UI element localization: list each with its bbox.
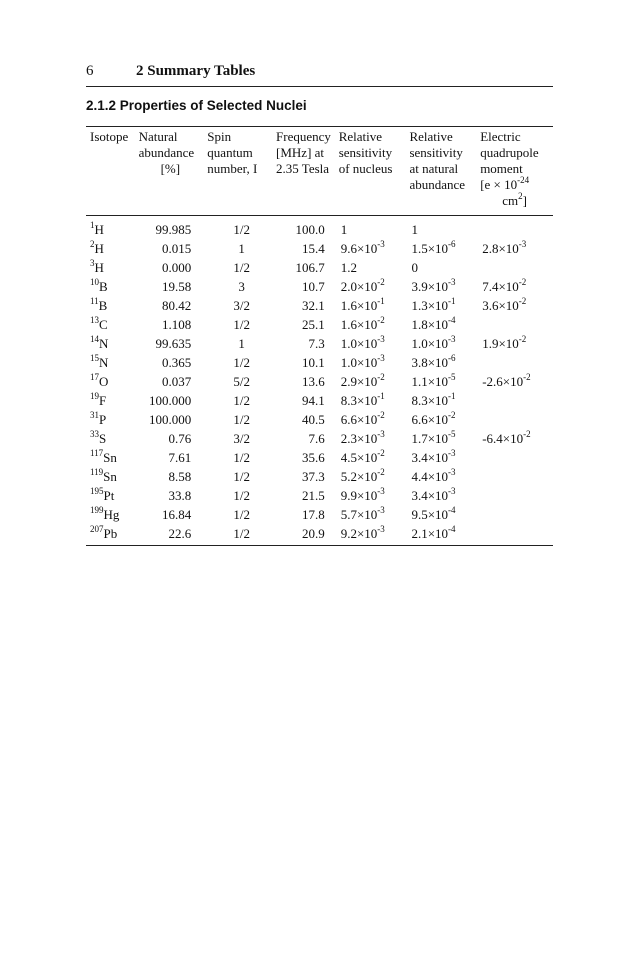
spin-cell: 1/2 — [233, 317, 250, 332]
relative-sensitivity-natural-cell — [409, 410, 480, 429]
relative-sensitivity-cell — [339, 258, 410, 277]
frequency-cell: 100.0 — [295, 222, 325, 237]
header-unit-line — [480, 174, 553, 193]
spin-cell: 3 — [238, 279, 245, 294]
exponent: -6 — [448, 238, 456, 249]
table-row — [86, 277, 553, 296]
frequency-cell: 17.8 — [301, 507, 325, 522]
isotope-cell — [86, 524, 139, 546]
exponent: -3 — [448, 276, 456, 287]
relative-sensitivity-cell — [339, 448, 410, 467]
header-frequency — [276, 127, 339, 216]
natural-abundance-cell: 1.108 — [162, 317, 192, 332]
relative-sensitivity-natural-cell — [409, 334, 480, 353]
natural-abundance-cell: 19.58 — [162, 279, 192, 294]
isotope-cell — [86, 296, 139, 315]
mantissa: 4.5×10 — [340, 450, 378, 465]
table-row — [86, 429, 553, 448]
exponent: -2 — [518, 333, 527, 344]
frequency-cell: 94.1 — [301, 393, 325, 408]
header-isotope — [86, 127, 139, 216]
spin-cell: 1/2 — [233, 469, 250, 484]
exponent: -1 — [448, 390, 456, 401]
exponent: -2 — [377, 447, 385, 458]
header-line: abundance — [409, 177, 466, 192]
exponent: -3 — [377, 352, 385, 363]
frequency-cell: 10.7 — [301, 279, 325, 294]
exponent: -2 — [377, 314, 385, 325]
spin-cell: 1 — [238, 241, 245, 256]
table-header-row — [86, 127, 553, 216]
mantissa: 9.9×10 — [340, 488, 378, 503]
unit-exponent: -24 — [517, 174, 530, 185]
isotope-cell — [86, 448, 139, 467]
spin-cell: 1/2 — [233, 488, 250, 503]
isotope-cell — [86, 334, 139, 353]
isotope-cell — [86, 467, 139, 486]
spin-cell: 1/2 — [207, 524, 276, 546]
frequency-cell: 13.6 — [301, 374, 325, 389]
header-line: Electric — [480, 129, 521, 144]
relative-sensitivity-cell — [339, 505, 410, 524]
unit-exponent: 2 — [518, 190, 523, 201]
mantissa: 2.1×10 — [411, 526, 449, 541]
table-row — [86, 372, 553, 391]
relative-sensitivity-cell — [339, 334, 410, 353]
mantissa: 1.1×10 — [411, 374, 449, 389]
frequency-cell: 15.4 — [301, 241, 325, 256]
relative-sensitivity-cell — [339, 315, 410, 334]
mantissa: 1.6×10 — [340, 298, 378, 313]
mantissa: 6.6×10 — [340, 412, 378, 427]
mantissa: 3.9×10 — [411, 279, 449, 294]
quadrupole-moment-cell — [480, 239, 553, 258]
mantissa: 1.9×10 — [482, 336, 519, 351]
mass-number: 199 — [90, 504, 104, 515]
exponent: -4 — [448, 504, 456, 515]
mantissa: 6.6×10 — [411, 412, 449, 427]
natural-abundance-cell: 0.037 — [162, 374, 192, 389]
header-line: number, I — [207, 161, 258, 176]
element-symbol: P — [99, 412, 107, 427]
mantissa: 5.2×10 — [340, 469, 378, 484]
table-row — [86, 239, 553, 258]
mantissa: 2.3×10 — [340, 431, 378, 446]
mass-number: 119 — [90, 466, 104, 477]
mantissa: 7.4×10 — [482, 279, 519, 294]
element-symbol: Pt — [103, 488, 115, 503]
relative-sensitivity-natural-cell — [409, 467, 480, 486]
header-line: [MHz] at — [276, 145, 325, 160]
header-line: Frequency — [276, 129, 331, 144]
relative-sensitivity-natural-cell — [409, 391, 480, 410]
exponent: -3 — [448, 447, 456, 458]
relative-sensitivity-cell — [339, 429, 410, 448]
relative-sensitivity-natural-cell — [409, 448, 480, 467]
unit-text: [e × 10 — [480, 177, 518, 192]
header-line: 2.35 Tesla — [276, 161, 330, 176]
element-symbol: F — [99, 393, 107, 408]
mantissa: 1.2 — [340, 260, 357, 275]
spin-cell: 1/2 — [233, 507, 250, 522]
quadrupole-moment-cell — [480, 486, 553, 505]
table-row — [86, 258, 553, 277]
header-relative-sensitivity — [339, 127, 410, 216]
header-relative-sensitivity-natural — [409, 127, 480, 216]
mass-number: 15 — [90, 352, 99, 363]
element-symbol: Sn — [103, 469, 117, 484]
isotope-cell — [86, 410, 139, 429]
mantissa: 1.5×10 — [411, 241, 449, 256]
natural-abundance-cell: 99.985 — [155, 222, 192, 237]
table-row — [86, 391, 553, 410]
table-row — [86, 410, 553, 429]
natural-abundance-cell: 16.84 — [162, 507, 192, 522]
unit-text: cm — [502, 193, 519, 208]
quadrupole-moment-cell — [480, 296, 553, 315]
exponent: -3 — [448, 333, 456, 344]
isotope-cell — [86, 239, 139, 258]
quadrupole-moment-cell — [480, 334, 553, 353]
mantissa: 2.8×10 — [482, 241, 519, 256]
mantissa: 8.3×10 — [411, 393, 449, 408]
relative-sensitivity-cell — [339, 391, 410, 410]
section-title: 2.1.2 Properties of Selected Nuclei — [86, 98, 307, 113]
mantissa: 9.2×10 — [340, 526, 378, 541]
table-row — [86, 486, 553, 505]
relative-sensitivity-cell — [339, 372, 410, 391]
exponent: -3 — [448, 485, 456, 496]
mass-number: 207 — [90, 523, 104, 534]
exponent: -3 — [377, 523, 385, 534]
element-symbol: N — [99, 336, 109, 351]
natural-abundance-cell: 22.6 — [139, 524, 208, 546]
spin-cell: 3/2 — [233, 298, 250, 313]
mass-number: 33 — [90, 428, 99, 439]
exponent: -2 — [448, 409, 456, 420]
mass-number: 117 — [90, 447, 104, 458]
header-line: sensitivity — [338, 145, 393, 160]
quadrupole-moment-cell — [480, 258, 553, 277]
header-unit-line — [480, 190, 553, 209]
spin-cell: 1 — [238, 336, 245, 351]
mantissa: 1.0×10 — [411, 336, 449, 351]
mantissa: 1.0×10 — [340, 355, 378, 370]
header-line: [%] — [160, 161, 181, 176]
header-line: Spin — [207, 129, 232, 144]
exponent: -2 — [523, 428, 531, 439]
exponent: -2 — [518, 295, 527, 306]
element-symbol: Pb — [103, 526, 118, 541]
relative-sensitivity-cell — [339, 467, 410, 486]
mantissa: 1.6×10 — [340, 317, 378, 332]
exponent: -3 — [377, 504, 385, 515]
header-line: Relative — [409, 129, 453, 144]
exponent: -1 — [448, 295, 456, 306]
relative-sensitivity-natural-cell — [409, 296, 480, 315]
element-symbol: O — [99, 374, 109, 389]
header-quadrupole-moment — [480, 127, 553, 216]
frequency-cell: 21.5 — [301, 488, 325, 503]
natural-abundance-cell: 100.000 — [149, 393, 192, 408]
quadrupole-moment-cell — [480, 524, 553, 546]
element-symbol: H — [94, 260, 104, 275]
element-symbol: H — [94, 222, 104, 237]
mass-number: 14 — [90, 333, 99, 344]
mass-number: 19 — [90, 390, 99, 401]
spin-cell: 1/2 — [233, 450, 250, 465]
exponent: -4 — [448, 523, 456, 534]
header-line: Relative — [338, 129, 383, 144]
header-line: quadrupole — [480, 145, 539, 160]
header-spin — [207, 127, 276, 216]
quadrupole-moment-cell — [480, 353, 553, 372]
exponent: -5 — [448, 428, 456, 439]
relative-sensitivity-cell — [339, 486, 410, 505]
table-row — [86, 296, 553, 315]
quadrupole-moment-cell — [480, 315, 553, 334]
header-line: sensitivity — [409, 145, 463, 160]
natural-abundance-cell: 0.365 — [162, 355, 192, 370]
natural-abundance-cell: 0.000 — [162, 260, 192, 275]
mass-number: 2 — [90, 238, 95, 249]
page-number: 6 — [86, 63, 94, 79]
isotope-cell — [86, 216, 139, 240]
mantissa: 3.6×10 — [482, 298, 519, 313]
relative-sensitivity-cell — [339, 524, 410, 546]
mantissa: -2.6×10 — [482, 374, 524, 389]
isotope-cell — [86, 486, 139, 505]
mantissa: 1.0×10 — [340, 336, 378, 351]
header-line: quantum — [207, 145, 253, 160]
spin-cell: 1/2 — [233, 393, 250, 408]
isotope-cell — [86, 391, 139, 410]
mantissa: 8.3×10 — [340, 393, 378, 408]
isotope-cell — [86, 277, 139, 296]
frequency-cell: 25.1 — [301, 317, 325, 332]
quadrupole-moment-cell — [480, 391, 553, 410]
exponent: -2 — [377, 276, 385, 287]
quadrupole-moment-cell — [480, 277, 553, 296]
frequency-cell: 7.3 — [308, 336, 325, 351]
element-symbol: C — [99, 317, 108, 332]
mass-number: 3 — [90, 257, 95, 268]
element-symbol: B — [99, 279, 108, 294]
mass-number: 1 — [90, 219, 95, 230]
mantissa: 1 — [340, 222, 348, 237]
exponent: -3 — [377, 428, 385, 439]
isotope-cell — [86, 258, 139, 277]
header-natural-abundance — [139, 127, 208, 216]
natural-abundance-cell: 100.000 — [149, 412, 192, 427]
mantissa: 3.4×10 — [411, 488, 449, 503]
frequency-cell: 37.3 — [301, 469, 325, 484]
mantissa: 1.3×10 — [411, 298, 449, 313]
element-symbol: Sn — [103, 450, 117, 465]
spin-cell: 1/2 — [233, 222, 250, 237]
nuclei-properties-table — [86, 126, 553, 546]
spin-cell: 1/2 — [233, 412, 250, 427]
mantissa: 9.5×10 — [411, 507, 449, 522]
exponent: -1 — [377, 390, 385, 401]
element-symbol: H — [94, 241, 104, 256]
relative-sensitivity-natural-cell — [409, 505, 480, 524]
relative-sensitivity-cell — [339, 353, 410, 372]
spin-cell: 1/2 — [233, 355, 250, 370]
mass-number: 11 — [90, 295, 99, 306]
isotope-cell — [86, 372, 139, 391]
chapter-title: 2 Summary Tables — [136, 63, 256, 79]
natural-abundance-cell: 0.76 — [168, 431, 192, 446]
frequency-cell: 35.6 — [301, 450, 325, 465]
mantissa: -6.4×10 — [482, 431, 524, 446]
exponent: -2 — [377, 466, 385, 477]
relative-sensitivity-natural-cell — [409, 524, 480, 546]
table-row — [86, 448, 553, 467]
exponent: -5 — [448, 371, 456, 382]
table-row — [86, 216, 553, 240]
relative-sensitivity-natural-cell — [409, 372, 480, 391]
table-row — [86, 505, 553, 524]
mantissa: 1.8×10 — [411, 317, 449, 332]
relative-sensitivity-natural-cell — [409, 216, 480, 240]
relative-sensitivity-cell — [339, 239, 410, 258]
exponent: -1 — [377, 295, 385, 306]
exponent: -2 — [377, 371, 385, 382]
relative-sensitivity-cell — [339, 277, 410, 296]
element-symbol: B — [98, 298, 108, 313]
mantissa: 2.9×10 — [340, 374, 378, 389]
mass-number: 17 — [90, 371, 99, 382]
exponent: -2 — [518, 276, 527, 287]
mantissa: 5.7×10 — [340, 507, 378, 522]
natural-abundance-cell: 33.8 — [168, 488, 192, 503]
relative-sensitivity-natural-cell — [409, 277, 480, 296]
mass-number: 195 — [90, 485, 104, 496]
mantissa: 2.0×10 — [340, 279, 378, 294]
frequency-cell: 10.1 — [301, 355, 325, 370]
frequency-cell: 40.5 — [301, 412, 325, 427]
mantissa: 0 — [411, 260, 418, 275]
header-line: Natural — [138, 129, 178, 144]
quadrupole-moment-cell — [480, 410, 553, 429]
frequency-cell: 106.7 — [295, 260, 325, 275]
mantissa: 3.8×10 — [411, 355, 449, 370]
spin-cell: 5/2 — [233, 374, 250, 389]
isotope-cell — [86, 429, 139, 448]
exponent: -2 — [523, 371, 531, 382]
table-row — [86, 524, 553, 546]
relative-sensitivity-natural-cell — [409, 486, 480, 505]
unit-text: ] — [522, 193, 527, 208]
header-rule — [86, 86, 553, 87]
frequency-cell: 7.6 — [308, 431, 325, 446]
mantissa: 4.4×10 — [411, 469, 449, 484]
spin-cell: 3/2 — [233, 431, 250, 446]
relative-sensitivity-natural-cell — [409, 258, 480, 277]
natural-abundance-cell: 7.61 — [168, 450, 192, 465]
exponent: -3 — [518, 238, 527, 249]
table-row — [86, 334, 553, 353]
isotope-cell — [86, 505, 139, 524]
isotope-cell — [86, 315, 139, 334]
element-symbol: S — [99, 431, 107, 446]
relative-sensitivity-cell — [339, 296, 410, 315]
mantissa: 1.7×10 — [411, 431, 449, 446]
frequency-cell: 32.1 — [301, 298, 325, 313]
header-line: moment — [480, 161, 523, 176]
exponent: -2 — [377, 409, 385, 420]
element-symbol: Hg — [103, 507, 120, 522]
relative-sensitivity-natural-cell — [409, 315, 480, 334]
exponent: -3 — [377, 238, 385, 249]
relative-sensitivity-cell — [339, 216, 410, 240]
mass-number: 31 — [90, 409, 99, 420]
mantissa: 3.4×10 — [411, 450, 449, 465]
relative-sensitivity-natural-cell — [409, 239, 480, 258]
exponent: -3 — [377, 333, 385, 344]
table-row — [86, 467, 553, 486]
mass-number: 10 — [90, 276, 99, 287]
exponent: -3 — [448, 466, 456, 477]
quadrupole-moment-cell — [480, 429, 553, 448]
isotope-cell — [86, 353, 139, 372]
header-line: at natural — [409, 161, 459, 176]
mass-number: 13 — [90, 314, 99, 325]
relative-sensitivity-cell — [339, 410, 410, 429]
spin-cell: 1/2 — [233, 260, 250, 275]
exponent: -4 — [448, 314, 456, 325]
quadrupole-moment-cell — [480, 372, 553, 391]
quadrupole-moment-cell — [480, 505, 553, 524]
table-body — [86, 216, 553, 546]
exponent: -6 — [448, 352, 456, 363]
relative-sensitivity-natural-cell — [409, 353, 480, 372]
quadrupole-moment-cell — [480, 467, 553, 486]
table-row — [86, 315, 553, 334]
natural-abundance-cell: 80.42 — [162, 298, 192, 313]
mantissa: 9.6×10 — [340, 241, 378, 256]
header-line: of nucleus — [338, 161, 393, 176]
natural-abundance-cell: 0.015 — [162, 241, 192, 256]
relative-sensitivity-natural-cell — [409, 429, 480, 448]
header-line: abundance — [138, 145, 195, 160]
mantissa: 1 — [411, 222, 418, 237]
exponent: -3 — [377, 485, 385, 496]
header-line: Isotope — [90, 129, 129, 144]
quadrupole-moment-cell — [480, 216, 553, 240]
quadrupole-moment-cell — [480, 448, 553, 467]
table-row — [86, 353, 553, 372]
natural-abundance-cell: 8.58 — [168, 469, 192, 484]
frequency-cell: 20.9 — [276, 524, 339, 546]
element-symbol: N — [99, 355, 109, 370]
natural-abundance-cell: 99.635 — [155, 336, 192, 351]
